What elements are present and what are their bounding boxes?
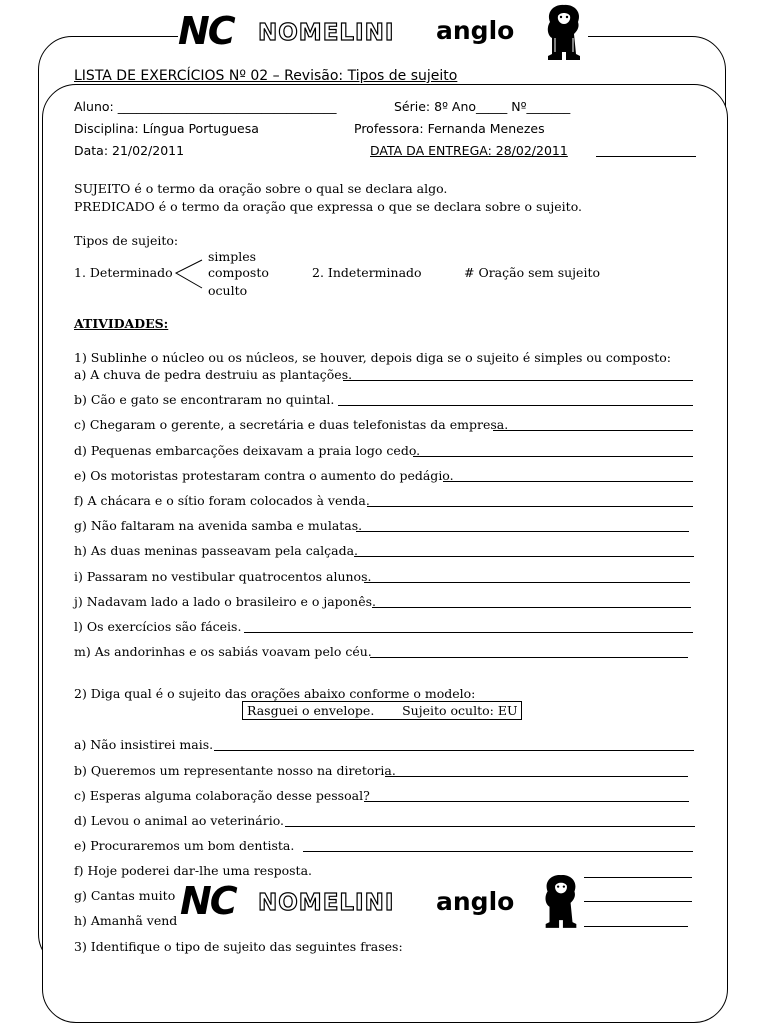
logo-nomelini: NOMELINI: [258, 890, 395, 916]
q1-answer-line-a[interactable]: [343, 380, 693, 381]
q2-item-c: c) Esperas alguma colaboração desse pessoal?: [74, 788, 370, 803]
school-logo: [178, 2, 588, 54]
q2-answer-line-c[interactable]: [364, 801, 689, 802]
q1-prompt: 1) Sublinhe o núcleo ou os núcleos, se houver, depois diga se o sujeito é simples ou composto:: [74, 350, 671, 365]
entrega-field: DATA DA ENTREGA: 28/02/2011: [370, 143, 568, 158]
logo-anglo: anglo: [436, 16, 515, 45]
branch-simples: simples: [208, 249, 257, 264]
q1-answer-line-c[interactable]: [493, 430, 693, 431]
tipo-determinado: 1. Determinado: [74, 265, 173, 280]
q1-item-g: g) Não faltaram na avenida samba e mulatas.: [74, 518, 363, 533]
q1-item-j: j) Nadavam lado a lado o brasileiro e o japonês.: [74, 594, 377, 609]
page-title: LISTA DE EXERCÍCIOS Nº 02 – Revisão: Tipos de sujeito: [74, 68, 458, 84]
logo-nc: NC: [178, 9, 234, 53]
tipo-sem-sujeito: # Oração sem sujeito: [464, 265, 600, 280]
data-field: Data: 21/02/2011: [74, 143, 185, 158]
q1-answer-line-m[interactable]: [370, 657, 688, 658]
q1-answer-line-i[interactable]: [364, 582, 690, 583]
atividades-heading: ATIVIDADES:: [74, 316, 169, 331]
tipo-indeterminado: 2. Indeterminado: [312, 265, 422, 280]
q3-prompt: 3) Identifique o tipo de sujeito das seguintes frases:: [74, 939, 403, 954]
q1-item-f: f) A chácara e o sítio foram colocados à venda.: [74, 493, 370, 508]
disciplina-field: Disciplina: Língua Portuguesa: [74, 121, 259, 136]
q2-item-a: a) Não insistirei mais.: [74, 737, 214, 752]
tipos-label: Tipos de sujeito:: [74, 233, 179, 248]
q2-answer-line-a[interactable]: [214, 750, 694, 751]
entrega-underline: [596, 156, 696, 157]
branch-composto: composto: [208, 265, 269, 280]
q1-item-d: d) Pequenas embarcações deixavam a praia logo cedo.: [74, 443, 421, 458]
q1-answer-line-d[interactable]: [413, 456, 693, 457]
q1-answer-line-e[interactable]: [443, 481, 693, 482]
q1-item-e: e) Os motoristas protestaram contra o aumento do pedágio.: [74, 468, 454, 483]
q2-item-b: b) Queremos um representante nosso na diretoria.: [74, 763, 396, 778]
q2-answer-line-d[interactable]: [285, 826, 695, 827]
q2-item-e: e) Procuraremos um bom dentista.: [74, 838, 295, 853]
q2-answer-line-g[interactable]: [582, 901, 692, 902]
sujeito-definition: SUJEITO é o termo da oração sobre o qual se declara algo.: [74, 181, 448, 196]
lion-icon: [538, 872, 584, 930]
lion-icon: [540, 2, 588, 62]
q2-item-d: d) Levou o animal ao veterinário.: [74, 813, 284, 828]
professora-field: Professora: Fernanda Menezes: [354, 121, 545, 136]
q2-item-g: g) Cantas muito: [74, 888, 176, 903]
q1-answer-line-b[interactable]: [338, 405, 693, 406]
branch-bracket: [174, 258, 206, 290]
q2-answer-line-h[interactable]: [582, 926, 688, 927]
logo-nc: NC: [180, 879, 236, 923]
q2-item-h: h) Amanhã vend: [74, 913, 178, 928]
q1-answer-line-g[interactable]: [356, 531, 689, 532]
serie-field: Série: 8º Ano_____ Nº_______: [394, 99, 571, 114]
predicado-definition: PREDICADO é o termo da oração que expressa o que se declara sobre o sujeito.: [74, 199, 582, 214]
q1-item-i: i) Passaram no vestibular quatrocentos alunos.: [74, 569, 372, 584]
q1-item-m: m) As andorinhas e os sabiás voavam pelo céu.: [74, 644, 372, 659]
aluno-field: Aluno: ___________________________________: [74, 99, 337, 114]
q1-item-l: l) Os exercícios são fáceis.: [74, 619, 242, 634]
q1-item-h: h) As duas meninas passeavam pela calçada.: [74, 543, 359, 558]
q2-answer-line-f[interactable]: [582, 877, 692, 878]
q2-item-f: f) Hoje poderei dar-lhe uma resposta.: [74, 863, 313, 878]
q1-answer-line-j[interactable]: [372, 607, 691, 608]
q2-model-box: Rasguei o envelope. Sujeito oculto: EU: [242, 701, 522, 720]
logo-nomelini: NOMELINI: [258, 20, 395, 46]
q2-answer-line-e[interactable]: [303, 851, 693, 852]
q1-item-b: b) Cão e gato se encontraram no quintal.: [74, 392, 335, 407]
q1-item-a: a) A chuva de pedra destruiu as plantações.: [74, 367, 353, 382]
q1-answer-line-l[interactable]: [244, 632, 693, 633]
q2-answer-line-b[interactable]: [385, 776, 688, 777]
logo-anglo: anglo: [436, 887, 515, 916]
school-logo-bottom: [180, 872, 580, 926]
q1-item-c: c) Chegaram o gerente, a secretária e duas telefonistas da empresa.: [74, 417, 509, 432]
q1-answer-line-f[interactable]: [367, 506, 693, 507]
q1-answer-line-h[interactable]: [354, 556, 694, 557]
q2-prompt: 2) Diga qual é o sujeito das orações abaixo conforme o modelo:: [74, 686, 476, 701]
branch-oculto: oculto: [208, 283, 248, 298]
